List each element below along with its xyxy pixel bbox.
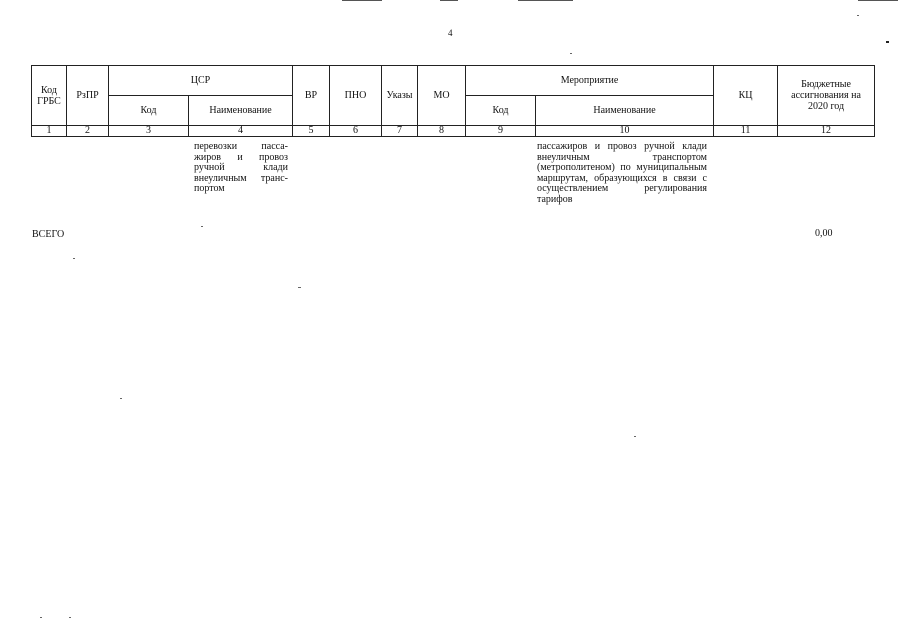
csr-name-cell: перевозки пасса-жиров и провоз ручной клади внеуличным транс-портом bbox=[194, 141, 288, 194]
total-label: ВСЕГО bbox=[32, 229, 65, 240]
scan-speck bbox=[73, 258, 75, 259]
header-vr: ВР bbox=[293, 66, 330, 126]
header-kc: КЦ bbox=[714, 66, 778, 126]
header-rzpr: РзПР bbox=[67, 66, 109, 126]
scan-speck bbox=[298, 287, 301, 288]
top-rule bbox=[858, 0, 898, 1]
header-event-name: Наименование bbox=[536, 96, 714, 126]
scan-speck bbox=[69, 617, 71, 618]
scan-speck bbox=[634, 436, 636, 437]
column-number: 4 bbox=[189, 126, 293, 137]
column-number: 2 bbox=[67, 126, 109, 137]
column-number: 11 bbox=[714, 126, 778, 137]
scan-speck bbox=[886, 41, 889, 43]
header-budget: Бюджетные ассигнования на 2020 год bbox=[778, 66, 875, 126]
scan-speck bbox=[570, 53, 572, 54]
column-number: 3 bbox=[109, 126, 189, 137]
column-number: 7 bbox=[382, 126, 418, 137]
total-value: 0,00 bbox=[815, 228, 833, 239]
top-rule bbox=[440, 0, 458, 1]
header-csr: ЦСР bbox=[109, 66, 293, 96]
header-event-code: Код bbox=[466, 96, 536, 126]
column-number: 5 bbox=[293, 126, 330, 137]
column-number: 12 bbox=[778, 126, 875, 137]
header-csr-code: Код bbox=[109, 96, 189, 126]
header-pno: ПНО bbox=[330, 66, 382, 126]
page-number: 4 bbox=[448, 28, 453, 38]
column-number: 6 bbox=[330, 126, 382, 137]
scan-speck bbox=[40, 617, 42, 618]
header-mo: МО bbox=[418, 66, 466, 126]
event-name-cell: пассажиров и провоз ручной клади внеуличным транспортом (метрополитеном) по муниципальным маршрутам, образующихся в связи с осуществлением регулирования тарифов bbox=[537, 141, 707, 205]
budget-table bbox=[31, 65, 875, 137]
header-csr-name: Наименование bbox=[189, 96, 293, 126]
column-number: 1 bbox=[32, 126, 67, 137]
column-number: 8 bbox=[418, 126, 466, 137]
column-number: 9 bbox=[466, 126, 536, 137]
header-event: Мероприятие bbox=[466, 66, 714, 96]
header-grbs: Код ГРБС bbox=[32, 66, 67, 126]
header-ukazy: Указы bbox=[382, 66, 418, 126]
scan-speck bbox=[120, 398, 122, 399]
scan-speck bbox=[857, 15, 859, 16]
top-rule bbox=[342, 0, 382, 1]
column-number: 10 bbox=[536, 126, 714, 137]
top-rule bbox=[518, 0, 573, 1]
scan-speck bbox=[201, 226, 203, 227]
